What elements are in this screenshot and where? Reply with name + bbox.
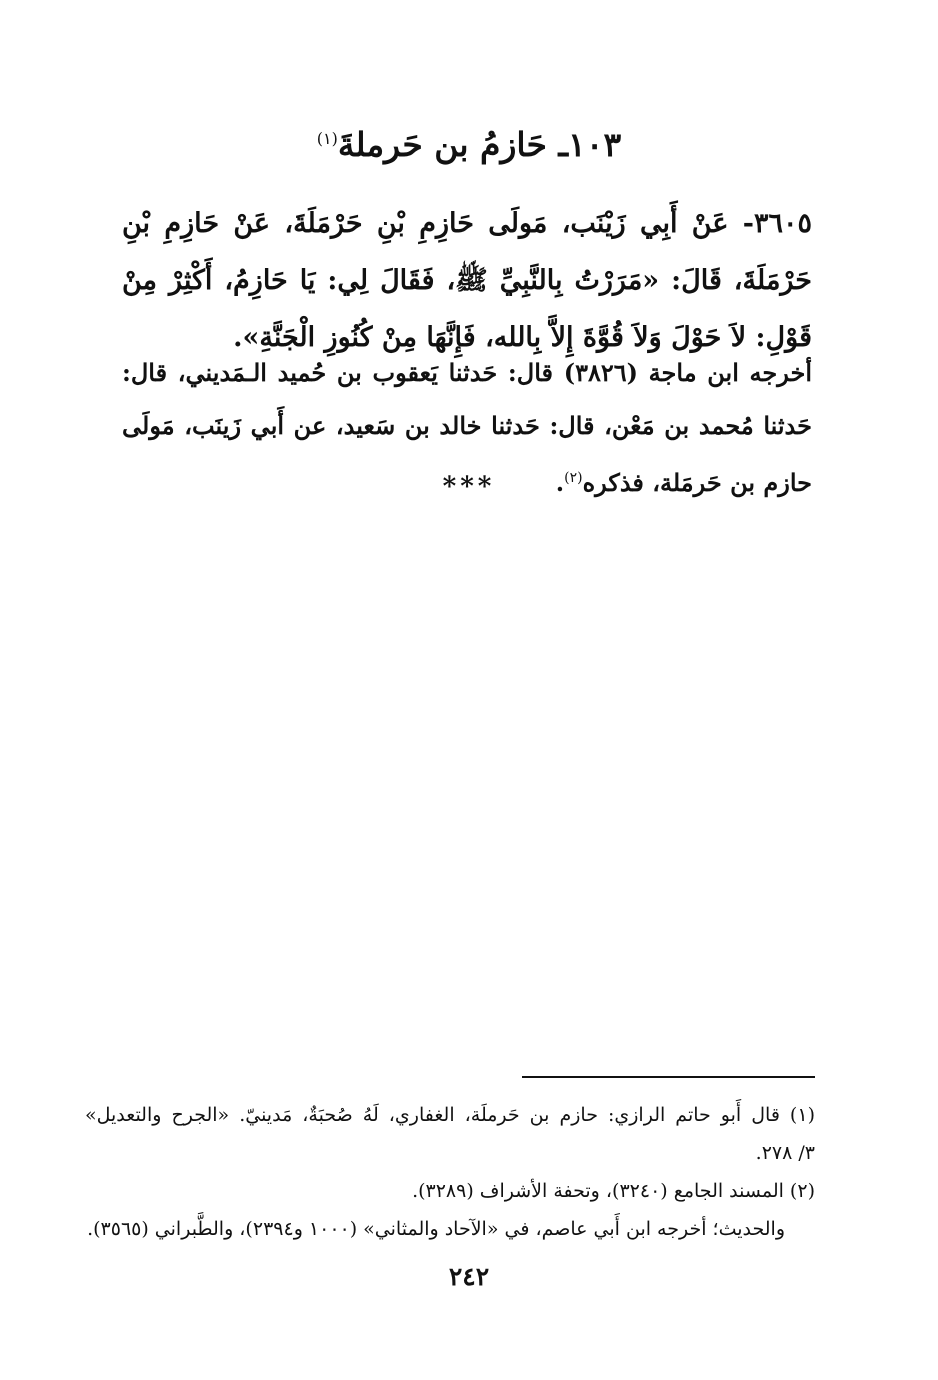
footnote-1-line-1: (١) قال أَبو حاتم الرازي: حازم بن حَرملَة، الغفاري، لَهُ صُحبَةٌ، مَدينيّ. «الجرح والتعديل» xyxy=(85,1104,815,1126)
chapter-heading xyxy=(0,114,938,170)
footnotes xyxy=(85,1096,815,1248)
section-separator: *** xyxy=(442,472,496,502)
footnote-2-line-1: (٢) المسند الجامع (٣٢٤٠)، وتحفة الأشراف (٣٢٨٩). xyxy=(412,1180,815,1202)
takhrij-end: . xyxy=(555,468,565,497)
footnote-ref-2: (٢) xyxy=(564,470,583,486)
hadith-text: ٣٦٠٥- عَنْ أَبِي زَيْنَب، مَولَى حَازِمِ بْنِ حَرْمَلَةَ، عَنْ حَازِمِ بْنِ حَرْمَلَةَ، قَالَ: «مَرَرْتُ بِالنَّبِيِّ ﷺ، فَقَالَ لِي: يَا حَازِمُ، أَكْثِرْ مِنْ قَوْلِ: لاَ حَوْلَ وَلاَ قُوَّةَ إِلاَّ بِالله، فَإِنَّهَا مِنْ كُنُوزِ الْجَنَّةِ». xyxy=(122,208,812,353)
footnote-2-line-2: والحديث؛ أخرجه ابن أَبي عاصم، في «الآحاد والمثاني» (١٠٠٠ و٢٣٩٤)، والطَّبراني (٣٥٦٥). xyxy=(87,1218,785,1240)
page-number: ٢٤٢ xyxy=(448,1262,490,1291)
footnote-ref-1: (١) xyxy=(316,129,338,149)
chapter-title: ١٠٣ـ حَازمُ بن حَرملةَ xyxy=(337,125,622,165)
footnote-1-line-2: ٣/ ٢٧٨. xyxy=(755,1142,815,1164)
footnote-1 xyxy=(85,1096,815,1172)
takhrij-text: أخرجه ابن ماجة (٣٨٢٦) قال: حَدثنا يَعقوب بن حُميد الـمَديني، قال: حَدثنا مُحمد بن مَعْن، قال: حَدثنا خالد بن سَعيد، عن أَبي زَينَب، مَولَى حازم بن حَرمَلة، فذكره xyxy=(122,358,813,497)
footnote-divider xyxy=(522,1076,815,1078)
footnote-2 xyxy=(85,1172,815,1248)
